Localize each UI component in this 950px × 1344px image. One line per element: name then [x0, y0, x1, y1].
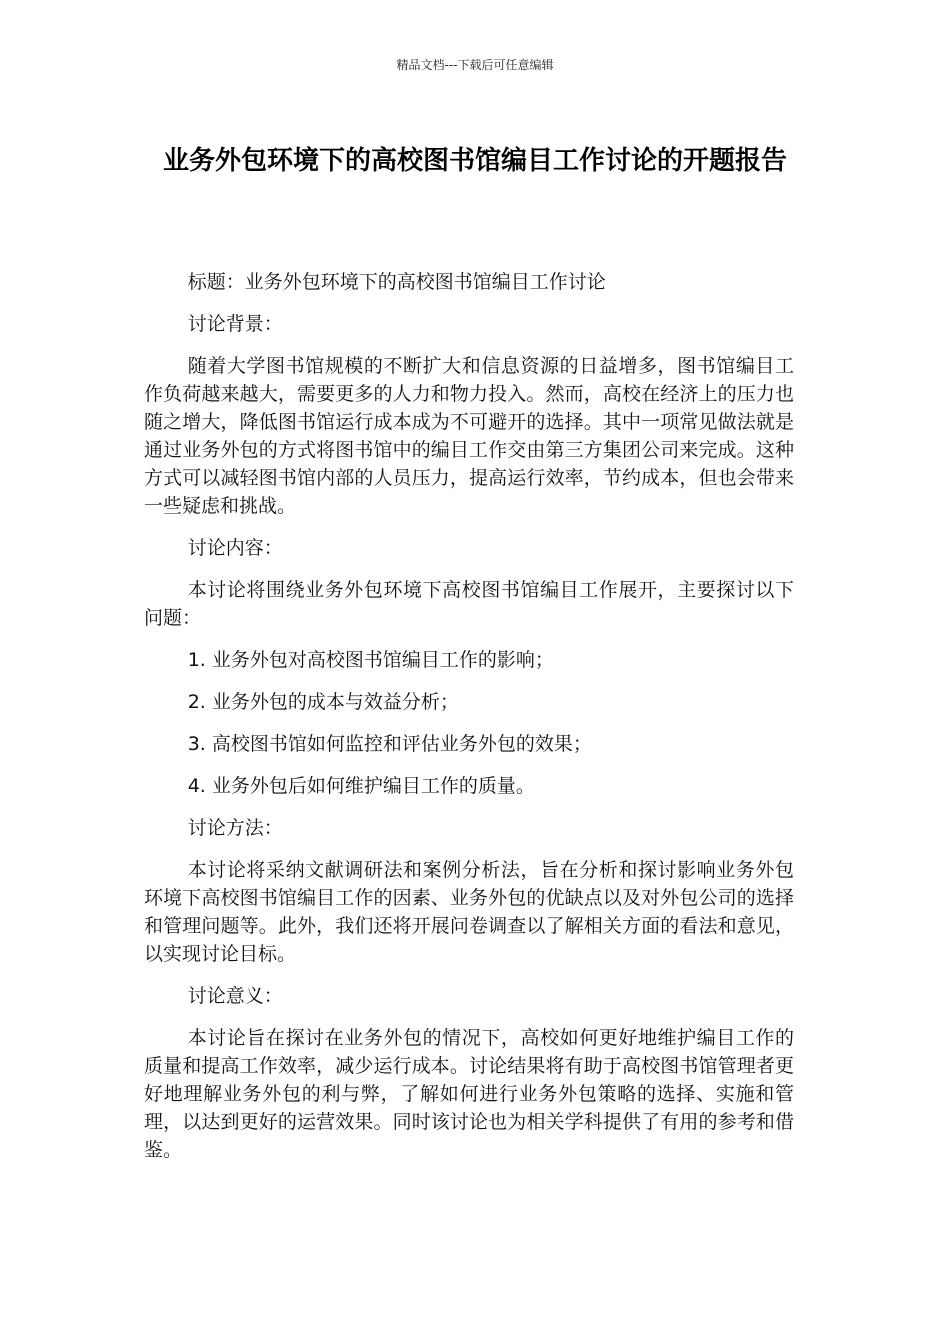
- list-item: 1. 业务外包对高校图书馆编目工作的影响；: [187, 649, 554, 671]
- list-item: 2. 业务外包的成本与效益分析；: [187, 691, 459, 713]
- list-item: 3. 高校图书馆如何监控和评估业务外包的效果；: [187, 733, 592, 755]
- background-paragraph: 随着大学图书馆规模的不断扩大和信息资源的日益增多，图书馆编目工作负荷越来越大，需要更多的人力和物力投入。然而，高校在经济上的压力也随之增大，降低图书馆运行成本成为不可避开的选择。其中一项常见做法就是通过业务外包的方式将图书馆中的编目工作交由第三方集团公司来完成。这种方式可以减轻图书馆内部的人员压力，提高运行效率，节约成本，但也会带来一些疑虑和挑战。: [144, 355, 794, 517]
- document-title: 业务外包环境下的高校图书馆编目工作讨论的开题报告: [162, 146, 787, 176]
- topic-line: 标题：业务外包环境下的高校图书馆编目工作讨论: [187, 271, 606, 293]
- significance-paragraph: 本讨论旨在探讨在业务外包的情况下，高校如何更好地维护编目工作的质量和提高工作效率，减少运行成本。讨论结果将有助于高校图书馆管理者更好地理解业务外包的利与弊，了解如何进行业务外包策略的选择、实施和管理，以达到更好的运营效果。同时该讨论也为相关学科提供了有用的参考和借鉴。: [144, 1027, 794, 1161]
- significance-heading: 讨论意义：: [187, 985, 283, 1007]
- list-item: 4. 业务外包后如何维护编目工作的质量。: [187, 775, 535, 797]
- content-paragraph: 本讨论将围绕业务外包环境下高校图书馆编目工作展开，主要探讨以下问题：: [144, 579, 794, 629]
- method-heading: 讨论方法：: [187, 817, 283, 839]
- document-body: [144, 268, 794, 1178]
- method-paragraph: 本讨论将采纳文献调研法和案例分析法，旨在分析和探讨影响业务外包环境下高校图书馆编目工作的因素、业务外包的优缺点以及对外包公司的选择和管理问题等。此外，我们还将开展问卷调查以了解相关方面的看法和意见，以实现讨论目标。: [144, 859, 794, 965]
- background-heading: 讨论背景：: [187, 313, 283, 335]
- content-heading: 讨论内容：: [187, 537, 283, 559]
- page-header: 精品文档---下载后可任意编辑: [396, 58, 554, 72]
